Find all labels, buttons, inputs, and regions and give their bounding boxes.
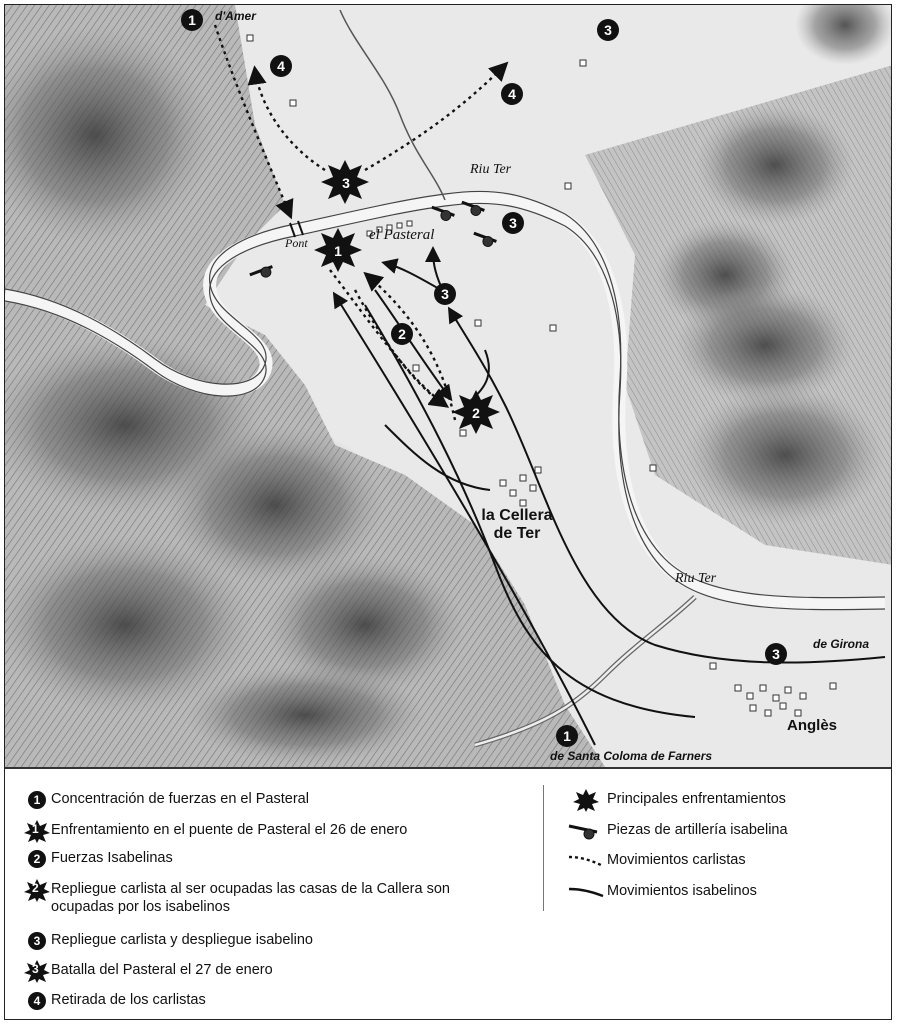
legend-text: Movimientos isabelinos [607, 883, 757, 899]
solid-line-icon [567, 884, 605, 900]
legend-text: Principales enfrentamientos [607, 791, 786, 807]
marker-3-artillery: 3 [502, 212, 524, 234]
legend-item-4-retirada [23, 989, 206, 1013]
map-area [5, 5, 892, 767]
legend-text: Piezas de artillería isabelina [607, 822, 788, 838]
legend-circle-icon: 1 [28, 791, 46, 809]
legend-item-artilleria [565, 819, 788, 843]
label-riu-ter-south: Riu Ter [675, 571, 717, 586]
label-la-cellera-line1: la Cellera [481, 507, 553, 524]
legend-item-1-concentration [23, 788, 309, 812]
marker-2-battle-label: 2 [472, 405, 480, 421]
legend-text: Movimientos carlistas [607, 852, 746, 868]
label-pont: Pont [285, 236, 308, 250]
legend-text: Repliegue carlista al ser ocupadas las casas de la Callera son ocupadas por los isabelinos [51, 881, 450, 915]
marker-1-santa-coloma: 1 [556, 725, 578, 747]
terrain-left [5, 5, 605, 767]
legend-star-number: 3 [32, 962, 39, 976]
marker-4-north: 4 [270, 55, 292, 77]
label-angles: Anglès [787, 717, 838, 734]
legend-text: Fuerzas Isabelinas [51, 850, 173, 866]
legend-text: Retirada de los carlistas [51, 992, 206, 1008]
marker-3-middle: 3 [434, 283, 456, 305]
legend-item-carlistas [565, 849, 746, 873]
marker-1-amer: 1 [181, 9, 203, 31]
legend-text: Concentración de fuerzas en el Pasteral [51, 791, 309, 807]
legend-item-isabelinos [565, 880, 757, 904]
marker-2: 2 [391, 323, 413, 345]
marker-3-battle-label: 3 [342, 175, 350, 191]
map-figure [4, 4, 892, 1020]
marker-1-battle-label: 1 [334, 243, 342, 259]
legend-item-2-repliegue [23, 878, 523, 916]
legend-text: Repliegue carlista y despliegue isabelino [51, 932, 313, 948]
legend-circle-icon: 2 [28, 850, 46, 868]
legend-item-3-repliegue [23, 929, 313, 953]
dotted-line-icon [567, 853, 605, 869]
legend [5, 767, 892, 1020]
battle-star-icon [573, 788, 599, 812]
legend-divider [543, 785, 544, 911]
marker-3-northeast: 3 [597, 19, 619, 41]
legend-text: Enfrentamiento en el puente de Pasteral el 26 de enero [51, 822, 408, 838]
label-girona: de Girona [813, 637, 870, 651]
legend-text: Batalla del Pasteral el 27 de enero [51, 962, 273, 978]
legend-item-principales [565, 788, 786, 812]
map-drawing [5, 5, 892, 767]
cannon-icon [567, 821, 605, 841]
legend-item-3-batalla [23, 959, 273, 983]
label-riu-ter-north: Riu Ter [470, 162, 512, 177]
label-la-cellera-line2: de Ter [493, 525, 541, 542]
legend-star-number: 2 [32, 881, 39, 895]
marker-3-girona: 3 [765, 643, 787, 665]
label-pasteral: el Pasteral [369, 227, 435, 243]
legend-item-1-bridge-battle [23, 819, 407, 843]
label-la-cellera [467, 507, 567, 543]
legend-circle-icon: 3 [28, 932, 46, 950]
label-santa-coloma: de Santa Coloma de Farners [550, 749, 713, 763]
label-amer: d'Amer [215, 9, 256, 23]
legend-circle-icon: 4 [28, 992, 46, 1010]
legend-star-number: 1 [32, 822, 39, 836]
legend-item-2-isabelinas [23, 847, 173, 871]
marker-4-east: 4 [501, 83, 523, 105]
